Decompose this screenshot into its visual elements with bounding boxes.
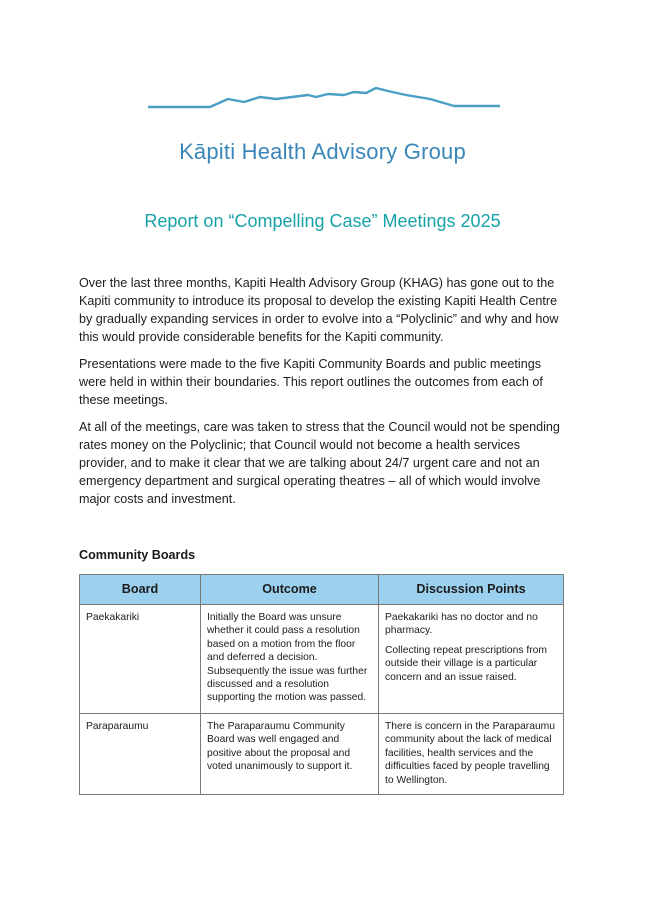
table-row bbox=[80, 714, 564, 795]
outcome-cell: The Paraparaumu Community Board was well engaged and positive about the proposal and voted unanimously to support it. bbox=[201, 714, 379, 795]
column-header-discussion-points: Discussion Points bbox=[379, 575, 564, 605]
paragraph: Over the last three months, Kapiti Health Advisory Group (KHAG) has gone out to the Kapiti community to introduce its proposal to develop the existing Kapiti Health Centre by gradually expanding services in order to evolve into a “Polyclinic” and why and how this would provide considerable benefits for the Kapiti community. bbox=[79, 276, 559, 344]
column-header-board: Board bbox=[80, 575, 201, 605]
board-cell: Paraparaumu bbox=[80, 714, 201, 795]
table-header-row bbox=[80, 575, 564, 605]
board-cell: Paekakariki bbox=[80, 605, 201, 714]
section-heading-community-boards: Community Boards bbox=[79, 548, 196, 562]
report-body bbox=[79, 274, 569, 517]
mountain-line-logo bbox=[148, 82, 500, 112]
outcome-cell: Initially the Board was unsure whether it could pass a resolution based on a motion from the floor and deferred a decision. Subsequently the issue was further discussed and a resolution supporting the motion was passed. bbox=[201, 605, 379, 714]
discussion-point: There is concern in the Paraparaumu community about the lack of medical facilities, health services and the difficulties faced by people travelling to Wellington. bbox=[385, 721, 555, 786]
paragraph: At all of the meetings, care was taken to stress that the Council would not be spending rates money on the Polyclinic; that Council would not become a health services provider, and to make it clear that we are talking about 24/7 urgent care and not an emergency department and surgical operating theatres – all of which would involve major costs and investment. bbox=[79, 420, 560, 506]
community-boards-table bbox=[79, 574, 564, 795]
discussion-point: Paekakariki has no doctor and no pharmacy. bbox=[385, 612, 538, 637]
column-header-outcome: Outcome bbox=[201, 575, 379, 605]
discussion-point: Collecting repeat prescriptions from outside their village is a particular concern and an issue raised. bbox=[385, 644, 547, 683]
paragraph: Presentations were made to the five Kapiti Community Boards and public meetings were held in within their boundaries. This report outlines the outcomes from each of these meetings. bbox=[79, 357, 543, 407]
organization-name: Kāpiti Health Advisory Group bbox=[179, 139, 466, 164]
report-title: Report on “Compelling Case” Meetings 2025 bbox=[144, 211, 501, 231]
discussion-cell bbox=[379, 714, 564, 795]
discussion-cell bbox=[379, 605, 564, 714]
table-row bbox=[80, 605, 564, 714]
